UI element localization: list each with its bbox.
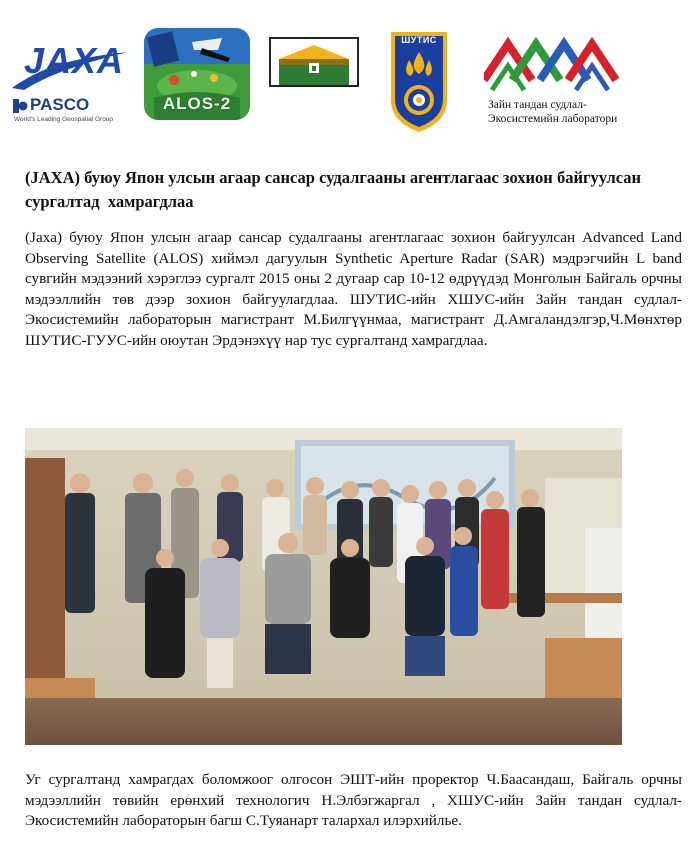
shutis-logo-text: ШУТИС bbox=[401, 35, 437, 45]
partner-emblem bbox=[269, 37, 359, 87]
remote-sensing-lab-logo bbox=[484, 36, 624, 132]
alos2-logo-text: ALOS-2 bbox=[162, 94, 232, 113]
lab-name-line2: Экосистемийн лаборатори bbox=[488, 113, 618, 125]
group-photo-image bbox=[25, 428, 622, 745]
pasco-mark-icon bbox=[12, 98, 28, 114]
pasco-logo bbox=[12, 95, 132, 127]
acknowledgement-paragraph: Уг сургалтанд хамрагдах боломжоог олгосон ЭШТ-ийн проректор Ч.Баасандаш, Байгаль орчны мэдээллийн төвийн ерөнхий технологич Н.Элбэгжаргал , ХШУС-ийн Зайн тандан судлал-Экосистемийн лабораторын багш С.Туяанарт талархал илэрхийлье. bbox=[25, 771, 682, 830]
lab-name-line1: Зайн тандан судлал- bbox=[488, 99, 587, 111]
shutis-logo bbox=[389, 30, 449, 134]
article-heading bbox=[25, 166, 680, 214]
heading-line1: (JAXA) буюу Япон улсын агаар сансар судалгааны агентлагаас зохион байгуулсан bbox=[25, 168, 642, 187]
jaxa-logo-text: JAXA bbox=[24, 40, 125, 81]
lab-logo-text bbox=[488, 98, 617, 126]
landscape-emblem-icon bbox=[271, 39, 357, 85]
zigzag-mountains-icon bbox=[484, 36, 624, 96]
intro-paragraph: (Jaxa) буюу Япон улсын агаар сансар судалгааны агентлагаас зохион байгуулсан Advanced Land Observing Satellite (ALOS) хиймэл дагуулын Synthetic Aperture Radar (SAR) мэдрэгчийн L band сувгийн мэдээний хэрэглээ сургалт 2015 оны 2 дугаар сар 10-12 өдрүүдэд Монголын Байгаль орчны мэдээллийн төв дээр зохион байгуулагдлаа. ШУТИС-ийн ХШУС-ийн Зайн тандан судлал-Экосистемийн лабораторын магистрант М.Билгүүнмаа, магистрант Д.Амгаландэлгэр,Ч.Мөнхтөр ШУТИС-ГУУС-ийн оюутан Эрдэнэхүү нар тус сургалтанд хамрагдлаа. bbox=[25, 229, 682, 349]
jaxa-logo bbox=[10, 38, 132, 92]
heading-line2: сургалтад хамрагдлаа bbox=[25, 192, 194, 211]
pasco-logo-text: PASCO bbox=[30, 95, 90, 114]
shutis-shield-icon bbox=[389, 30, 449, 134]
alos2-logo bbox=[144, 28, 250, 120]
group-photo bbox=[25, 428, 622, 745]
pasco-tagline: World's Leading Geospatial Group bbox=[14, 116, 114, 123]
